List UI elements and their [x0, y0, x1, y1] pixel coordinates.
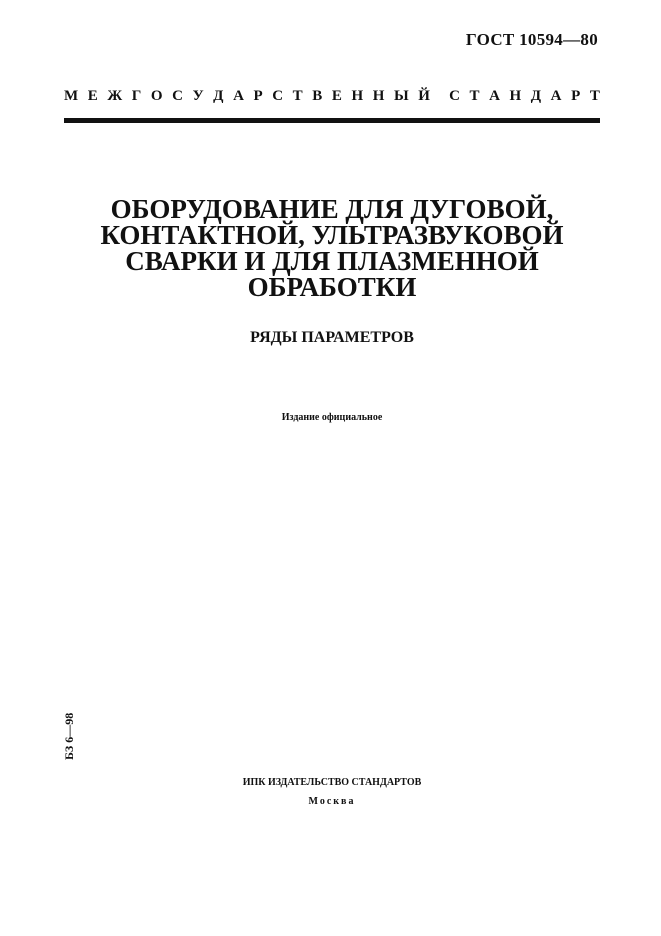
heading-letter: Е	[331, 88, 342, 104]
heading-letter: Е	[87, 88, 98, 104]
heading-letter: М	[64, 88, 79, 104]
heading-letter: В	[312, 88, 323, 104]
heading-letter: Н	[372, 88, 385, 104]
heading-letter: А	[233, 88, 244, 104]
heading-letter: Т	[292, 88, 303, 104]
document-title	[64, 196, 600, 300]
title-line: ОБРАБОТКИ	[247, 272, 417, 302]
heading-letter: О	[150, 88, 163, 104]
heading-letter: А	[489, 88, 500, 104]
heading-letter: У	[192, 88, 204, 104]
heading-letter: С	[449, 88, 460, 104]
publisher-city: Москва	[308, 796, 356, 807]
edition-note: Издание официальное	[281, 412, 383, 423]
heading-letter: Т	[589, 88, 600, 104]
standard-type-heading	[64, 88, 600, 105]
heading-letter: Т	[469, 88, 480, 104]
title-line: СВАРКИ И ДЛЯ ПЛАЗМЕННОЙ	[125, 246, 539, 276]
heading-letter: Н	[351, 88, 364, 104]
side-code: БЗ 6—98	[62, 712, 76, 760]
heading-letter: Г	[131, 88, 142, 104]
heading-letter: Д	[530, 88, 542, 104]
heading-letter: Ы	[393, 88, 409, 104]
heading-letter: А	[550, 88, 562, 104]
title-line: КОНТАКТНОЙ, УЛЬТРАЗВУКОВОЙ	[100, 220, 564, 250]
heading-letter: С	[272, 88, 284, 104]
heading-letter: Р	[253, 88, 263, 104]
document-subtitle: РЯДЫ ПАРАМЕТРОВ	[250, 329, 414, 346]
heading-letter: Й	[418, 88, 430, 104]
heading-letter: Ж	[107, 88, 123, 104]
header-rule	[64, 118, 600, 123]
heading-letter: Р	[571, 88, 581, 104]
title-line: ОБОРУДОВАНИЕ ДЛЯ ДУГОВОЙ,	[110, 194, 554, 224]
heading-letter: Д	[213, 88, 224, 104]
heading-letter: Н	[509, 88, 522, 104]
publisher: ИПК ИЗДАТЕЛЬСТВО СТАНДАРТОВ	[242, 777, 422, 788]
heading-letter: С	[172, 88, 183, 104]
document-number: ГОСТ 10594—80	[465, 30, 598, 49]
